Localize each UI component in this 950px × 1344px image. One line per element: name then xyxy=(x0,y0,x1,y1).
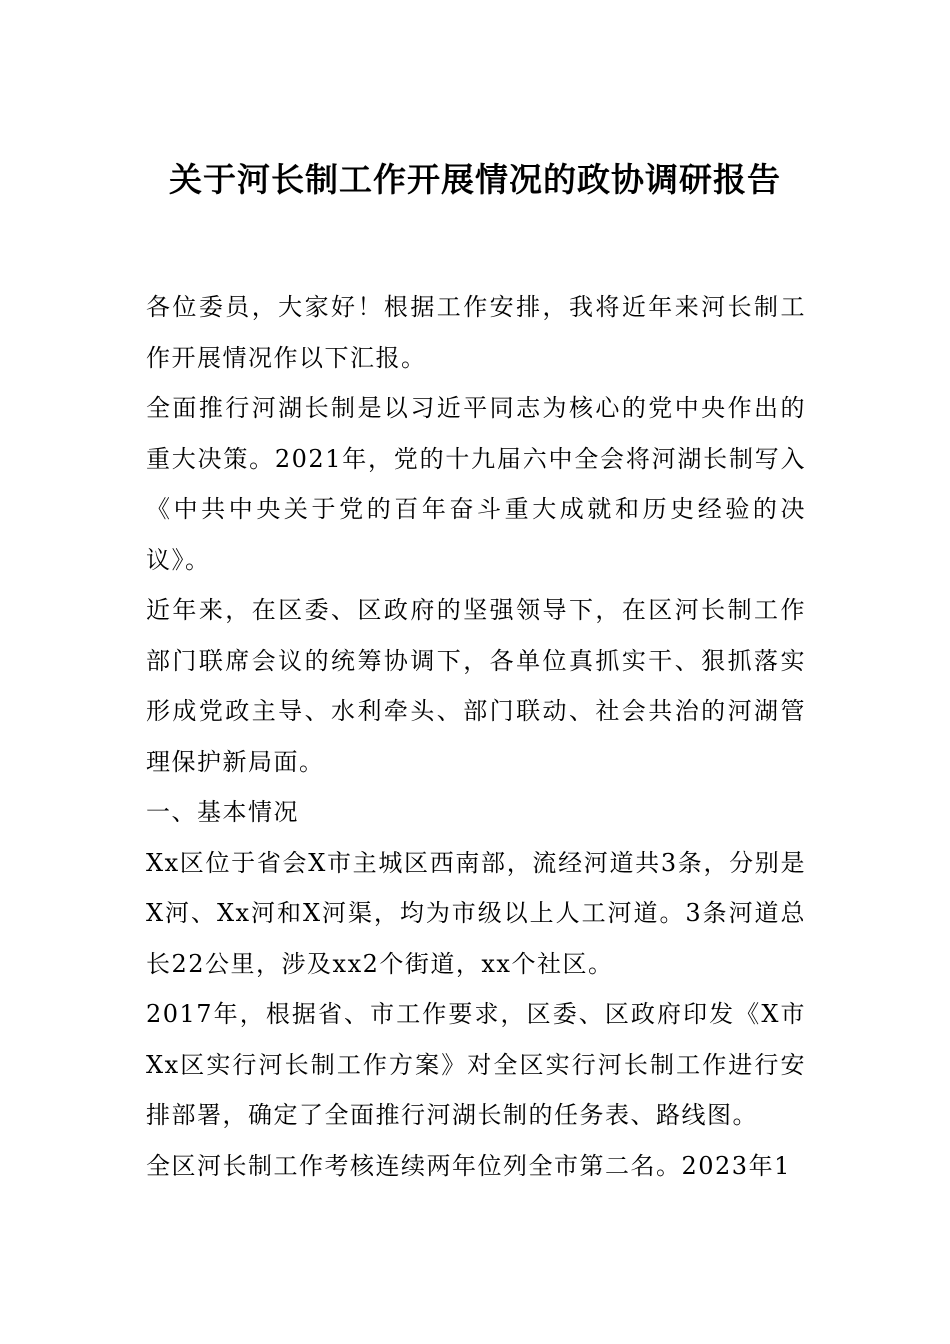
paragraph-greeting: 各位委员，大家好！根据工作安排，我将近年来河长制工作开展情况作以下汇报。 xyxy=(146,293,806,372)
paragraph-assessment-ranking: 全区河长制工作考核连续两年位列全市第二名。2023年1 xyxy=(146,1151,791,1180)
document-title: 关于河长制工作开展情况的政协调研报告 xyxy=(169,160,781,199)
section-heading-basic-situation: 一、基本情况 xyxy=(146,798,299,826)
document-body xyxy=(146,282,806,1191)
paragraph-river-chief-decision: 全面推行河湖长制是以习近平同志为核心的党中央作出的重大决策。2021年，党的十九届六中全会将河湖长制写入《中共中央关于党的百年奋斗重大成就和历史经验的决议》。 xyxy=(146,394,806,574)
paragraph-2017-plan: 2017年，根据省、市工作要求，区委、区政府印发《X市Xx区实行河长制工作方案》对全区实行河长制工作进行安排部署，确定了全面推行河湖长制的任务表、路线图。 xyxy=(146,1000,806,1129)
paragraph-district-rivers: Xx区位于省会X市主城区西南部，流经河道共3条，分别是X河、Xx河和X河渠，均为市级以上人工河道。3条河道总长22公里，涉及xx2个街道，xx个社区。 xyxy=(146,848,806,978)
paragraph-recent-progress: 近年来，在区委、区政府的坚强领导下，在区河长制工作部门联席会议的统筹协调下，各单位真抓实干、狠抓落实形成党政主导、水利牵头、部门联动、社会共治的河湖管理保护新局面。 xyxy=(146,596,806,776)
